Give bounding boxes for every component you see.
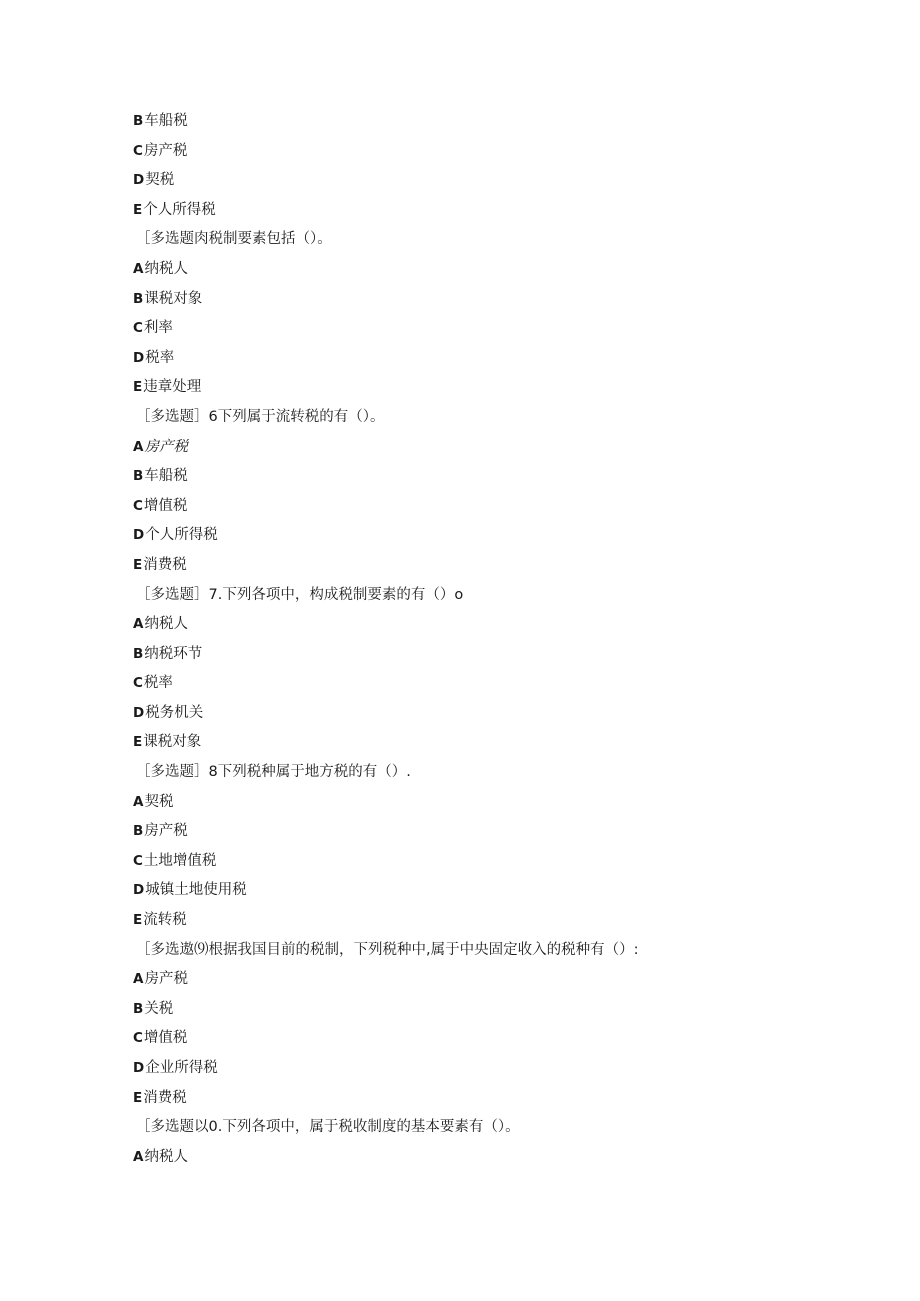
option-text: 消费税 [143, 1089, 187, 1106]
question-stem [133, 403, 853, 433]
option-text: 车船税 [144, 468, 188, 485]
question-stem [133, 225, 853, 255]
answer-option [133, 107, 853, 137]
option-text: 个人所得税 [143, 201, 216, 218]
question-stem [133, 581, 853, 611]
option-text: 契税 [144, 793, 174, 810]
option-text: 房产税 [144, 971, 188, 988]
answer-option [133, 876, 853, 906]
answer-option [133, 433, 853, 463]
option-letter: E [133, 734, 143, 751]
question-stem [133, 1113, 853, 1143]
answer-option [133, 965, 853, 995]
option-letter: A [133, 971, 144, 988]
answer-option [133, 1143, 853, 1173]
option-letter: B [133, 290, 144, 307]
option-letter: B [133, 823, 144, 840]
question-text: ［多选遨⑼根据我国目前的税制，下列税种中,属于中央固定收入的税种有（）: [136, 941, 639, 958]
answer-option [133, 551, 853, 581]
option-letter: A [133, 793, 144, 810]
option-letter: D [133, 1060, 145, 1076]
answer-option [133, 906, 853, 936]
option-text: 个人所得税 [145, 527, 218, 544]
option-text: 土地增值税 [143, 852, 217, 869]
option-text: 增值税 [143, 497, 188, 514]
option-text: 增值税 [143, 1030, 188, 1047]
option-text: 消费税 [143, 556, 187, 573]
answer-option [133, 728, 853, 758]
answer-option [133, 492, 853, 522]
question-stem [133, 936, 853, 966]
option-letter: C [133, 497, 143, 514]
answer-option [133, 640, 853, 670]
option-letter: E [133, 379, 143, 396]
option-letter: D [133, 704, 145, 721]
option-letter: D [133, 882, 145, 899]
option-letter: A [133, 438, 144, 455]
answer-option [133, 344, 853, 374]
answer-option [133, 166, 853, 196]
answer-option [133, 788, 853, 818]
answer-option [133, 699, 853, 729]
answer-option [133, 196, 853, 226]
option-text: 企业所得税 [145, 1060, 218, 1076]
option-letter: A [133, 1148, 144, 1165]
option-text: 城镇土地使用税 [145, 882, 247, 899]
option-text: 房产税 [144, 438, 188, 455]
option-letter: A [133, 616, 144, 633]
answer-option [133, 521, 853, 551]
answer-option [133, 285, 853, 315]
question-text: ［多选题］8下列税种属于地方税的有（）. [136, 764, 411, 781]
option-text: 纳税人 [144, 1148, 188, 1165]
option-letter: E [133, 556, 143, 573]
option-text: 利率 [143, 320, 173, 337]
answer-option [133, 817, 853, 847]
option-text: 房产税 [143, 142, 188, 159]
question-stem [133, 758, 853, 788]
option-letter: D [133, 527, 145, 544]
option-text: 税率 [143, 675, 173, 692]
answer-option [133, 1054, 853, 1084]
answer-option [133, 1084, 853, 1114]
option-letter: E [133, 201, 143, 218]
question-text: ［多选题肉税制要素包括（）。 [136, 231, 332, 248]
option-letter: C [133, 320, 143, 337]
option-text: 纳税环节 [144, 645, 203, 662]
option-text: 纳税人 [144, 260, 188, 277]
option-letter: A [133, 260, 144, 277]
option-letter: B [133, 113, 144, 129]
option-letter: E [133, 912, 143, 929]
answer-option [133, 255, 853, 285]
option-text: 契税 [145, 172, 175, 189]
option-letter: D [133, 172, 145, 189]
option-text: 关税 [144, 1000, 174, 1017]
option-letter: C [133, 1030, 143, 1047]
answer-option [133, 137, 853, 167]
option-text: 流转税 [143, 912, 187, 929]
option-text: 税率 [145, 349, 175, 366]
answer-option [133, 462, 853, 492]
answer-option [133, 1024, 853, 1054]
answer-option [133, 314, 853, 344]
question-text: ［多选题］6下列属于流转税的有（）。 [136, 408, 385, 425]
option-text: 税务机关 [145, 704, 204, 721]
option-letter: E [133, 1089, 143, 1106]
answer-option [133, 610, 853, 640]
answer-option [133, 995, 853, 1025]
option-letter: C [133, 852, 143, 869]
option-letter: B [133, 468, 144, 485]
answer-option [133, 373, 853, 403]
question-text: ［多选题以0.下列各项中，属于税收制度的基本要素有（）。 [136, 1119, 520, 1136]
answer-option [133, 847, 853, 877]
option-text: 课税对象 [144, 290, 203, 307]
option-letter: B [133, 645, 144, 662]
option-text: 纳税人 [144, 616, 188, 633]
option-text: 违章处理 [143, 379, 202, 396]
option-letter: D [133, 349, 145, 366]
option-text: 车船税 [144, 113, 188, 129]
answer-option [133, 669, 853, 699]
option-text: 课税对象 [143, 734, 202, 751]
option-text: 房产税 [144, 823, 188, 840]
document-body [133, 107, 853, 1172]
option-letter: C [133, 675, 143, 692]
question-text: ［多选题］7.下列各项中，构成税制要素的有（）o [136, 586, 464, 603]
option-letter: B [133, 1000, 144, 1017]
option-letter: C [133, 142, 143, 159]
